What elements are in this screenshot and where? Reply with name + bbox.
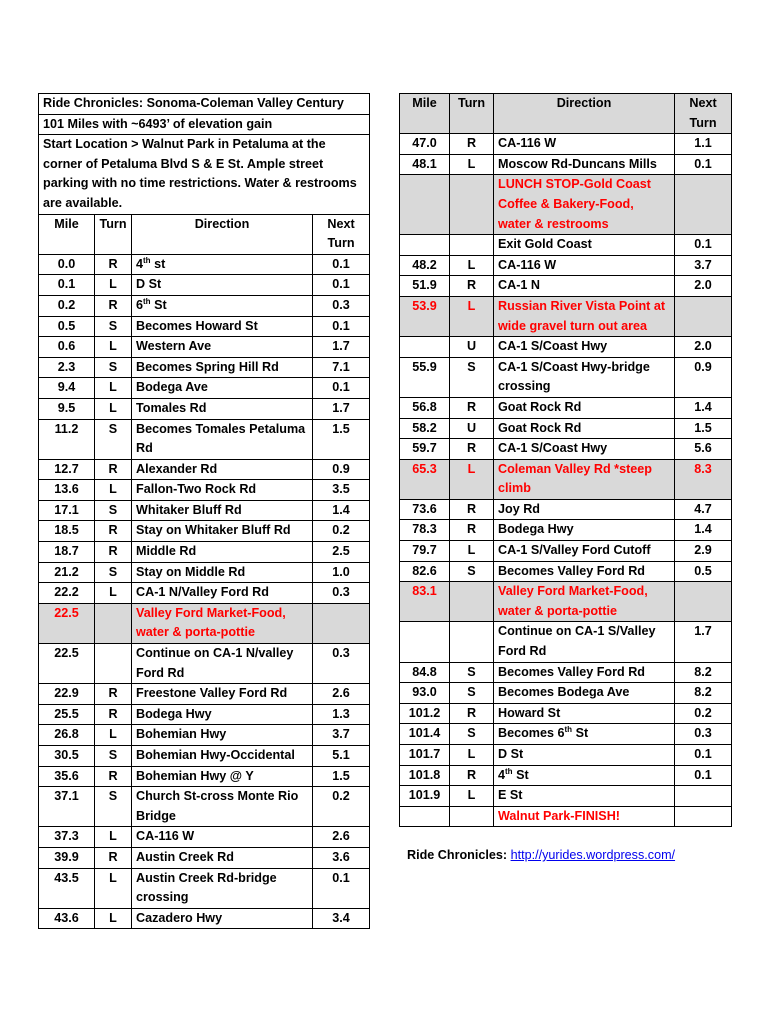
turn-cell xyxy=(95,644,132,684)
mile-cell: 93.0 xyxy=(400,683,450,704)
turn-cell: L xyxy=(450,154,494,175)
turn-cell: R xyxy=(450,276,494,297)
direction-cell: 6th St xyxy=(132,295,313,316)
next-turn-cell: 1.4 xyxy=(675,397,732,418)
right-table-body xyxy=(400,94,732,827)
left-cue-sheet-table xyxy=(38,93,370,929)
mile-cell: 12.7 xyxy=(39,459,95,480)
next-turn-cell: 1.7 xyxy=(313,337,370,358)
mile-cell: 56.8 xyxy=(400,397,450,418)
next-turn-cell: 0.1 xyxy=(313,275,370,296)
turn-cell xyxy=(450,235,494,256)
next-turn-cell: 1.7 xyxy=(675,622,732,662)
table-row xyxy=(39,357,370,378)
direction-cell: CA-116 W xyxy=(494,134,675,155)
table-row xyxy=(400,397,732,418)
mile-cell: 82.6 xyxy=(400,561,450,582)
route-distance: 101 Miles with ~6493’ of elevation gain xyxy=(39,114,370,135)
mile-cell: 55.9 xyxy=(400,357,450,397)
turn-cell: R xyxy=(450,397,494,418)
turn-header: Turn xyxy=(450,94,494,134)
route-title: Ride Chronicles: Sonoma-Coleman Valley Century xyxy=(39,94,370,115)
table-row xyxy=(400,622,732,662)
direction-cell: Valley Ford Market-Food, water & porta-pottie xyxy=(132,603,313,643)
turn-cell xyxy=(450,622,494,662)
turn-cell: U xyxy=(450,337,494,358)
direction-cell: CA-1 S/Coast Hwy-bridge crossing xyxy=(494,357,675,397)
turn-cell xyxy=(450,175,494,235)
next-turn-cell: 3.6 xyxy=(313,847,370,868)
next-turn-cell: 0.1 xyxy=(675,765,732,786)
mile-cell: 22.9 xyxy=(39,684,95,705)
direction-cell: Whitaker Bluff Rd xyxy=(132,500,313,521)
direction-cell: Moscow Rd-Duncans Mills xyxy=(494,154,675,175)
turn-cell: S xyxy=(95,357,132,378)
blog-link[interactable]: http://yurides.wordpress.com/ xyxy=(510,848,676,862)
table-row xyxy=(39,827,370,848)
mile-cell: 101.9 xyxy=(400,786,450,807)
next-turn-cell: 0.9 xyxy=(313,459,370,480)
table-row xyxy=(39,868,370,908)
direction-cell: CA-1 S/Coast Hwy xyxy=(494,337,675,358)
direction-cell: Bodega Hwy xyxy=(494,520,675,541)
table-row xyxy=(400,337,732,358)
next-turn-cell: 7.1 xyxy=(313,357,370,378)
next-turn-cell xyxy=(675,296,732,336)
table-row xyxy=(39,847,370,868)
next-turn-cell: 5.1 xyxy=(313,746,370,767)
next-turn-cell: 5.6 xyxy=(675,439,732,460)
turn-cell: S xyxy=(95,500,132,521)
turn-cell: L xyxy=(95,398,132,419)
mile-cell: 11.2 xyxy=(39,419,95,459)
mile-cell: 48.1 xyxy=(400,154,450,175)
turn-cell: L xyxy=(95,725,132,746)
turn-cell xyxy=(450,582,494,622)
next-turn-cell: 1.0 xyxy=(313,562,370,583)
mile-cell: 101.7 xyxy=(400,745,450,766)
next-turn-cell: 3.5 xyxy=(313,480,370,501)
direction-cell: Cazadero Hwy xyxy=(132,908,313,929)
mile-cell: 35.6 xyxy=(39,766,95,787)
direction-cell: D St xyxy=(132,275,313,296)
direction-cell: Becomes Bodega Ave xyxy=(494,683,675,704)
table-row xyxy=(39,378,370,399)
direction-cell: E St xyxy=(494,786,675,807)
turn-cell xyxy=(450,806,494,827)
next-turn-cell: 2.0 xyxy=(675,337,732,358)
direction-cell: CA-116 W xyxy=(132,827,313,848)
mile-cell: 101.8 xyxy=(400,765,450,786)
next-turn-cell: 0.3 xyxy=(313,583,370,604)
mile-cell: 47.0 xyxy=(400,134,450,155)
mile-cell: 59.7 xyxy=(400,439,450,460)
direction-cell: Bodega Ave xyxy=(132,378,313,399)
start-location: Start Location > Walnut Park in Petaluma at the corner of Petaluma Blvd S & E St. Ample street parking with no time restrictions. Water & restrooms are available. xyxy=(39,135,370,214)
next-turn-cell: 0.2 xyxy=(313,787,370,827)
direction-cell: Western Ave xyxy=(132,337,313,358)
direction-cell: Middle Rd xyxy=(132,542,313,563)
table-row xyxy=(39,684,370,705)
table-row xyxy=(39,542,370,563)
turn-cell: R xyxy=(450,765,494,786)
direction-cell: Church St-cross Monte Rio Bridge xyxy=(132,787,313,827)
turn-cell: L xyxy=(450,786,494,807)
next-turn-cell: 0.1 xyxy=(675,154,732,175)
next-turn-cell: 3.7 xyxy=(675,255,732,276)
next-turn-cell: 2.9 xyxy=(675,541,732,562)
mile-cell: 13.6 xyxy=(39,480,95,501)
table-row xyxy=(39,254,370,275)
turn-cell: R xyxy=(450,520,494,541)
turn-cell xyxy=(95,603,132,643)
direction-cell: Becomes 6th St xyxy=(494,724,675,745)
next-turn-cell xyxy=(313,603,370,643)
direction-cell: Continue on CA-1 S/Valley Ford Rd xyxy=(494,622,675,662)
mile-cell: 79.7 xyxy=(400,541,450,562)
mile-cell: 53.9 xyxy=(400,296,450,336)
direction-cell: CA-1 S/Valley Ford Cutoff xyxy=(494,541,675,562)
mile-cell: 58.2 xyxy=(400,418,450,439)
turn-cell: S xyxy=(95,746,132,767)
turn-cell: L xyxy=(95,908,132,929)
table-row xyxy=(39,908,370,929)
table-row xyxy=(39,746,370,767)
direction-cell: Freestone Valley Ford Rd xyxy=(132,684,313,705)
table-row xyxy=(400,520,732,541)
table-row xyxy=(400,541,732,562)
start-row xyxy=(39,135,370,214)
next-turn-cell: 0.1 xyxy=(675,745,732,766)
right-cue-sheet-table xyxy=(399,93,732,827)
mile-cell: 101.4 xyxy=(400,724,450,745)
table-row xyxy=(400,175,732,235)
table-row xyxy=(400,683,732,704)
table-row xyxy=(400,499,732,520)
footer-credit xyxy=(407,848,675,862)
next-turn-cell xyxy=(675,175,732,235)
direction-cell: Goat Rock Rd xyxy=(494,418,675,439)
table-row xyxy=(39,398,370,419)
direction-cell: Russian River Vista Point at wide gravel turn out area xyxy=(494,296,675,336)
direction-cell: Stay on Middle Rd xyxy=(132,562,313,583)
left-table-body xyxy=(39,94,370,929)
direction-cell: Walnut Park-FINISH! xyxy=(494,806,675,827)
elevation-row xyxy=(39,114,370,135)
mile-header: Mile xyxy=(39,214,95,254)
table-row xyxy=(39,337,370,358)
mile-header: Mile xyxy=(400,94,450,134)
mile-cell: 0.6 xyxy=(39,337,95,358)
direction-cell: Fallon-Two Rock Rd xyxy=(132,480,313,501)
direction-cell: Austin Creek Rd xyxy=(132,847,313,868)
next-turn-cell: 2.6 xyxy=(313,827,370,848)
left-header-row xyxy=(39,214,370,254)
mile-cell: 0.1 xyxy=(39,275,95,296)
direction-cell: LUNCH STOP-Gold Coast Coffee & Bakery-Food, water & restrooms xyxy=(494,175,675,235)
turn-cell: L xyxy=(95,337,132,358)
direction-cell: Coleman Valley Rd *steep climb xyxy=(494,459,675,499)
mile-cell: 51.9 xyxy=(400,276,450,297)
turn-cell: R xyxy=(450,134,494,155)
turn-cell: R xyxy=(95,847,132,868)
direction-header: Direction xyxy=(494,94,675,134)
table-row xyxy=(400,235,732,256)
direction-cell: Bohemian Hwy @ Y xyxy=(132,766,313,787)
mile-cell: 43.5 xyxy=(39,868,95,908)
mile-cell: 18.7 xyxy=(39,542,95,563)
mile-cell: 22.5 xyxy=(39,644,95,684)
mile-cell: 78.3 xyxy=(400,520,450,541)
direction-cell: Goat Rock Rd xyxy=(494,397,675,418)
mile-cell: 43.6 xyxy=(39,908,95,929)
footer-label: Ride Chronicles: xyxy=(407,848,508,862)
turn-cell: R xyxy=(450,439,494,460)
mile-cell: 101.2 xyxy=(400,703,450,724)
direction-cell: 4th St xyxy=(494,765,675,786)
table-row xyxy=(400,296,732,336)
mile-cell: 37.1 xyxy=(39,787,95,827)
turn-cell: L xyxy=(95,827,132,848)
table-row xyxy=(39,316,370,337)
table-row xyxy=(39,704,370,725)
next-turn-cell: 8.2 xyxy=(675,683,732,704)
table-row xyxy=(39,787,370,827)
table-row xyxy=(39,295,370,316)
table-row xyxy=(39,583,370,604)
turn-cell: S xyxy=(450,357,494,397)
direction-cell: Bohemian Hwy-Occidental xyxy=(132,746,313,767)
direction-cell: D St xyxy=(494,745,675,766)
mile-cell: 39.9 xyxy=(39,847,95,868)
next-turn-cell: 2.6 xyxy=(313,684,370,705)
mile-cell: 9.5 xyxy=(39,398,95,419)
turn-cell: L xyxy=(95,480,132,501)
mile-cell: 22.5 xyxy=(39,603,95,643)
direction-cell: Tomales Rd xyxy=(132,398,313,419)
next-turn-cell: 0.9 xyxy=(675,357,732,397)
turn-cell: R xyxy=(450,499,494,520)
direction-cell: CA-1 N xyxy=(494,276,675,297)
mile-cell: 22.2 xyxy=(39,583,95,604)
mile-cell xyxy=(400,806,450,827)
mile-cell: 73.6 xyxy=(400,499,450,520)
turn-cell: L xyxy=(450,745,494,766)
turn-cell: L xyxy=(450,296,494,336)
next-turn-cell xyxy=(675,806,732,827)
next-turn-cell: 1.5 xyxy=(313,766,370,787)
table-row xyxy=(400,745,732,766)
direction-cell: 4th st xyxy=(132,254,313,275)
table-row xyxy=(400,703,732,724)
mile-cell: 21.2 xyxy=(39,562,95,583)
turn-cell: S xyxy=(450,683,494,704)
table-row xyxy=(39,603,370,643)
direction-header: Direction xyxy=(132,214,313,254)
mile-cell xyxy=(400,235,450,256)
turn-cell: L xyxy=(450,541,494,562)
table-row xyxy=(39,521,370,542)
mile-cell: 26.8 xyxy=(39,725,95,746)
turn-cell: L xyxy=(95,275,132,296)
table-row xyxy=(400,806,732,827)
next-turn-cell xyxy=(675,582,732,622)
turn-cell: S xyxy=(450,561,494,582)
next-turn-cell: 1.5 xyxy=(313,419,370,459)
table-row xyxy=(39,766,370,787)
direction-cell: CA-1 N/Valley Ford Rd xyxy=(132,583,313,604)
turn-cell: L xyxy=(450,459,494,499)
table-row xyxy=(39,419,370,459)
next-turn-cell: 2.0 xyxy=(675,276,732,297)
turn-cell: R xyxy=(450,703,494,724)
mile-cell: 18.5 xyxy=(39,521,95,542)
next-turn-cell xyxy=(675,786,732,807)
table-row xyxy=(39,644,370,684)
table-row xyxy=(400,357,732,397)
table-row xyxy=(400,154,732,175)
table-row xyxy=(39,500,370,521)
direction-cell: Howard St xyxy=(494,703,675,724)
mile-cell: 0.0 xyxy=(39,254,95,275)
mile-cell: 30.5 xyxy=(39,746,95,767)
direction-cell: Joy Rd xyxy=(494,499,675,520)
table-row xyxy=(400,418,732,439)
right-header-row xyxy=(400,94,732,134)
table-row xyxy=(400,662,732,683)
turn-cell: S xyxy=(450,662,494,683)
turn-cell: R xyxy=(95,684,132,705)
turn-cell: S xyxy=(95,419,132,459)
turn-cell: U xyxy=(450,418,494,439)
turn-cell: S xyxy=(450,724,494,745)
direction-cell: Alexander Rd xyxy=(132,459,313,480)
table-row xyxy=(400,255,732,276)
next-turn-cell: 1.3 xyxy=(313,704,370,725)
next-turn-cell: 0.1 xyxy=(313,254,370,275)
direction-cell: Bodega Hwy xyxy=(132,704,313,725)
next-turn-cell: 0.5 xyxy=(675,561,732,582)
next-turn-cell: 8.2 xyxy=(675,662,732,683)
direction-cell: CA-116 W xyxy=(494,255,675,276)
turn-cell: R xyxy=(95,521,132,542)
direction-cell: Continue on CA-1 N/valley Ford Rd xyxy=(132,644,313,684)
direction-cell: Exit Gold Coast xyxy=(494,235,675,256)
next-turn-cell: 1.7 xyxy=(313,398,370,419)
next-turn-cell: 8.3 xyxy=(675,459,732,499)
table-row xyxy=(400,276,732,297)
mile-cell: 25.5 xyxy=(39,704,95,725)
mile-cell xyxy=(400,175,450,235)
mile-cell: 9.4 xyxy=(39,378,95,399)
next-turn-cell: 0.1 xyxy=(675,235,732,256)
table-row xyxy=(39,562,370,583)
direction-cell: Becomes Valley Ford Rd xyxy=(494,561,675,582)
turn-cell: L xyxy=(450,255,494,276)
turn-cell: S xyxy=(95,562,132,583)
table-row xyxy=(400,724,732,745)
mile-cell: 65.3 xyxy=(400,459,450,499)
turn-cell: R xyxy=(95,704,132,725)
next-turn-cell: 3.4 xyxy=(313,908,370,929)
turn-cell: L xyxy=(95,378,132,399)
table-row xyxy=(400,134,732,155)
mile-cell: 17.1 xyxy=(39,500,95,521)
mile-cell: 0.2 xyxy=(39,295,95,316)
title-row xyxy=(39,94,370,115)
turn-cell: L xyxy=(95,868,132,908)
next-turn-cell: 0.1 xyxy=(313,868,370,908)
table-row xyxy=(400,582,732,622)
next-turn-cell: 4.7 xyxy=(675,499,732,520)
turn-cell: L xyxy=(95,583,132,604)
turn-cell: R xyxy=(95,459,132,480)
mile-cell: 0.5 xyxy=(39,316,95,337)
next-turn-cell: 1.5 xyxy=(675,418,732,439)
table-row xyxy=(400,561,732,582)
turn-cell: R xyxy=(95,254,132,275)
turn-cell: R xyxy=(95,542,132,563)
next-turn-cell: 0.3 xyxy=(675,724,732,745)
next-turn-cell: 1.4 xyxy=(675,520,732,541)
table-row xyxy=(39,459,370,480)
next-turn-cell: 0.1 xyxy=(313,378,370,399)
table-row xyxy=(400,765,732,786)
turn-cell: S xyxy=(95,787,132,827)
next-turn-cell: 1.4 xyxy=(313,500,370,521)
mile-cell: 48.2 xyxy=(400,255,450,276)
direction-cell: Becomes Spring Hill Rd xyxy=(132,357,313,378)
direction-cell: Valley Ford Market-Food, water & porta-pottie xyxy=(494,582,675,622)
next-turn-cell: 3.7 xyxy=(313,725,370,746)
table-row xyxy=(39,275,370,296)
table-row xyxy=(39,480,370,501)
direction-cell: Becomes Tomales Petaluma Rd xyxy=(132,419,313,459)
mile-cell: 2.3 xyxy=(39,357,95,378)
direction-cell: Bohemian Hwy xyxy=(132,725,313,746)
next-turn-header: Next Turn xyxy=(675,94,732,134)
table-row xyxy=(39,725,370,746)
mile-cell: 84.8 xyxy=(400,662,450,683)
next-turn-cell: 2.5 xyxy=(313,542,370,563)
turn-cell: R xyxy=(95,295,132,316)
turn-header: Turn xyxy=(95,214,132,254)
table-row xyxy=(400,439,732,460)
turn-cell: R xyxy=(95,766,132,787)
next-turn-cell: 0.3 xyxy=(313,295,370,316)
direction-cell: Austin Creek Rd-bridge crossing xyxy=(132,868,313,908)
next-turn-cell: 0.2 xyxy=(313,521,370,542)
next-turn-cell: 0.3 xyxy=(313,644,370,684)
direction-cell: CA-1 S/Coast Hwy xyxy=(494,439,675,460)
next-turn-cell: 0.2 xyxy=(675,703,732,724)
next-turn-cell: 1.1 xyxy=(675,134,732,155)
table-row xyxy=(400,459,732,499)
direction-cell: Becomes Howard St xyxy=(132,316,313,337)
mile-cell: 37.3 xyxy=(39,827,95,848)
mile-cell xyxy=(400,337,450,358)
next-turn-header: Next Turn xyxy=(313,214,370,254)
direction-cell: Becomes Valley Ford Rd xyxy=(494,662,675,683)
next-turn-cell: 0.1 xyxy=(313,316,370,337)
mile-cell xyxy=(400,622,450,662)
direction-cell: Stay on Whitaker Bluff Rd xyxy=(132,521,313,542)
turn-cell: S xyxy=(95,316,132,337)
table-row xyxy=(400,786,732,807)
mile-cell: 83.1 xyxy=(400,582,450,622)
